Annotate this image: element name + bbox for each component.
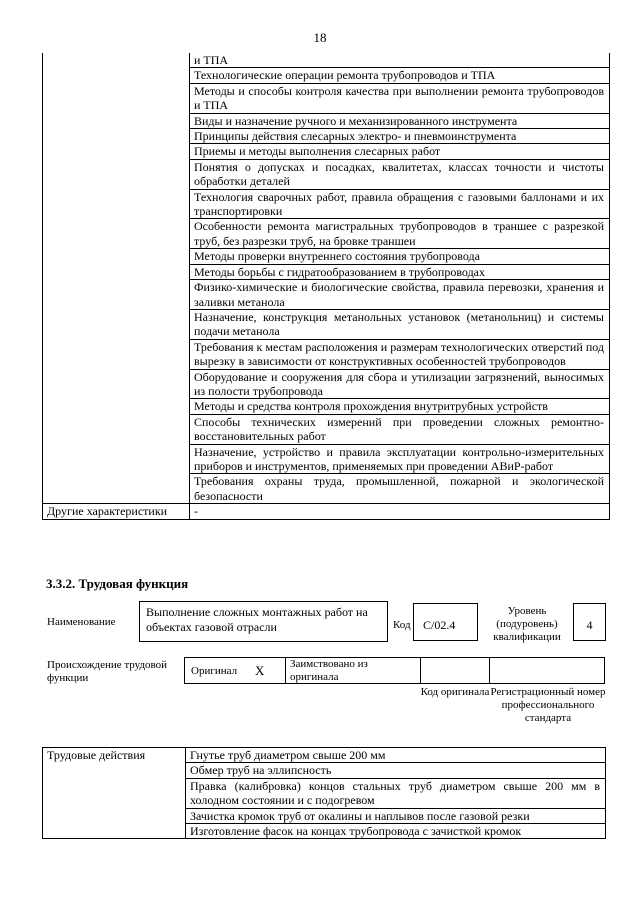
knowledge-row — [43, 129, 610, 144]
name-label: Наименование — [47, 616, 116, 628]
knowledge-row — [43, 414, 610, 444]
other-characteristics-label: Другие характеристики — [43, 504, 190, 519]
category-cell — [43, 474, 190, 504]
category-cell — [43, 189, 190, 219]
knowledge-item: Понятия о допусках и посадках, квалитетах, классах точности и чистоты обработки деталей — [190, 159, 610, 189]
origin-label: Происхождение трудовой функции — [47, 659, 168, 684]
knowledge-item: Требования к местам расположения и размерам технологических отверстий под вырезку в зависимости от конструктивных особенностей трубопроводов — [190, 339, 610, 369]
knowledge-item: и ТПА — [190, 53, 610, 68]
knowledge-row — [43, 399, 610, 414]
knowledge-item: Оборудование и сооружения для сбора и утилизации загрязнений, выносимых из полости трубопровода — [190, 369, 610, 399]
function-name-value: Выполнение сложных монтажных работ на объектах газовой отрасли — [139, 601, 388, 642]
labor-action-item: Обмер труб на эллипсность — [186, 763, 606, 778]
knowledge-item: Физико-химические и биологические свойства, правила перевозки, хранения и заливки метанола — [190, 280, 610, 310]
borrowed-label: Заимствовано из оригинала — [290, 658, 368, 683]
knowledge-row — [43, 369, 610, 399]
knowledge-row — [43, 53, 610, 68]
other-characteristics-row — [43, 504, 610, 519]
knowledge-row — [43, 309, 610, 339]
category-cell — [43, 53, 190, 68]
knowledge-row — [43, 159, 610, 189]
category-cell — [43, 159, 190, 189]
knowledge-row — [43, 68, 610, 83]
category-cell — [43, 249, 190, 264]
knowledge-row — [43, 249, 610, 264]
knowledge-item: Виды и назначение ручного и механизированного инструмента — [190, 113, 610, 128]
category-cell — [43, 369, 190, 399]
knowledge-item: Особенности ремонта магистральных трубопроводов в траншее с разрезкой труб, без разрезки труб, на бровке траншеи — [190, 219, 610, 249]
category-cell — [43, 68, 190, 83]
knowledge-row — [43, 264, 610, 279]
knowledge-item: Назначение, конструкция метанольных установок (метанольниц) и системы подачи метанола — [190, 309, 610, 339]
original-label: Оригинал — [191, 665, 238, 677]
category-cell — [43, 144, 190, 159]
knowledge-item: Назначение, устройство и правила эксплуатации контрольно-измерительных приборов и инструментов, применяемых при проведении АВиР-работ — [190, 444, 610, 474]
page-number: 18 — [313, 30, 327, 45]
category-cell — [43, 83, 190, 113]
labor-action-item: Гнутье труб диаметром свыше 200 мм — [186, 748, 606, 763]
knowledge-row — [43, 474, 610, 504]
knowledge-row — [43, 83, 610, 113]
category-cell — [43, 129, 190, 144]
knowledge-row — [43, 444, 610, 474]
category-cell — [43, 219, 190, 249]
code-value: С/02.4 — [413, 603, 478, 641]
knowledge-item: Методы проверки внутреннего состояния трубопровода — [190, 249, 610, 264]
level-value: 4 — [573, 603, 606, 641]
category-cell — [43, 309, 190, 339]
category-cell — [43, 444, 190, 474]
other-characteristics-value: - — [190, 504, 610, 519]
code-original-caption: Код оригинала — [420, 686, 490, 698]
knowledge-item: Приемы и методы выполнения слесарных работ — [190, 144, 610, 159]
labor-action-item: Зачистка кромок труб от окалины и наплывов после газовой резки — [186, 808, 606, 823]
knowledge-row — [43, 219, 610, 249]
knowledge-item: Принципы действия слесарных электро- и пневмоинструмента — [190, 129, 610, 144]
action-row — [43, 748, 606, 763]
knowledge-row — [43, 113, 610, 128]
category-cell — [43, 280, 190, 310]
labor-actions-label: Трудовые действия — [43, 748, 186, 839]
knowledge-row — [43, 189, 610, 219]
knowledge-item: Методы и способы контроля качества при выполнении ремонта трубопроводов и ТПА — [190, 83, 610, 113]
section-title: 3.3.2. Трудовая функция — [46, 576, 189, 591]
labor-action-item: Изготовление фасок на концах трубопровода с зачисткой кромок — [186, 824, 606, 839]
knowledge-row — [43, 144, 610, 159]
category-cell — [43, 113, 190, 128]
category-cell — [43, 339, 190, 369]
knowledge-item: Технологические операции ремонта трубопроводов и ТПА — [190, 68, 610, 83]
knowledge-row — [43, 280, 610, 310]
original-mark: X — [255, 663, 265, 678]
labor-actions-table — [42, 747, 606, 839]
labor-action-item: Правка (калибровка) концов стальных труб диаметром свыше 200 мм в холодном состоянии и с подогревом — [186, 778, 606, 808]
knowledge-item: Требования охраны труда, промышленной, пожарной и экологической безопасности — [190, 474, 610, 504]
knowledge-row — [43, 339, 610, 369]
category-cell — [43, 414, 190, 444]
knowledge-table — [42, 53, 610, 520]
knowledge-item: Способы технических измерений при проведении сложных ремонтно-восстановительных работ — [190, 414, 610, 444]
category-cell — [43, 264, 190, 279]
category-cell — [43, 399, 190, 414]
reg-number-caption: Регистрационный номер профессионального стандарта — [490, 686, 606, 724]
level-label: Уровень (подуровень) квалификации — [493, 605, 561, 643]
knowledge-item: Методы и средства контроля прохождения внутритрубных устройств — [190, 399, 610, 414]
code-label: Код — [393, 619, 411, 631]
knowledge-item: Методы борьбы с гидратообразованием в трубопроводах — [190, 264, 610, 279]
knowledge-item: Технология сварочных работ, правила обращения с газовыми баллонами и их транспортировки — [190, 189, 610, 219]
